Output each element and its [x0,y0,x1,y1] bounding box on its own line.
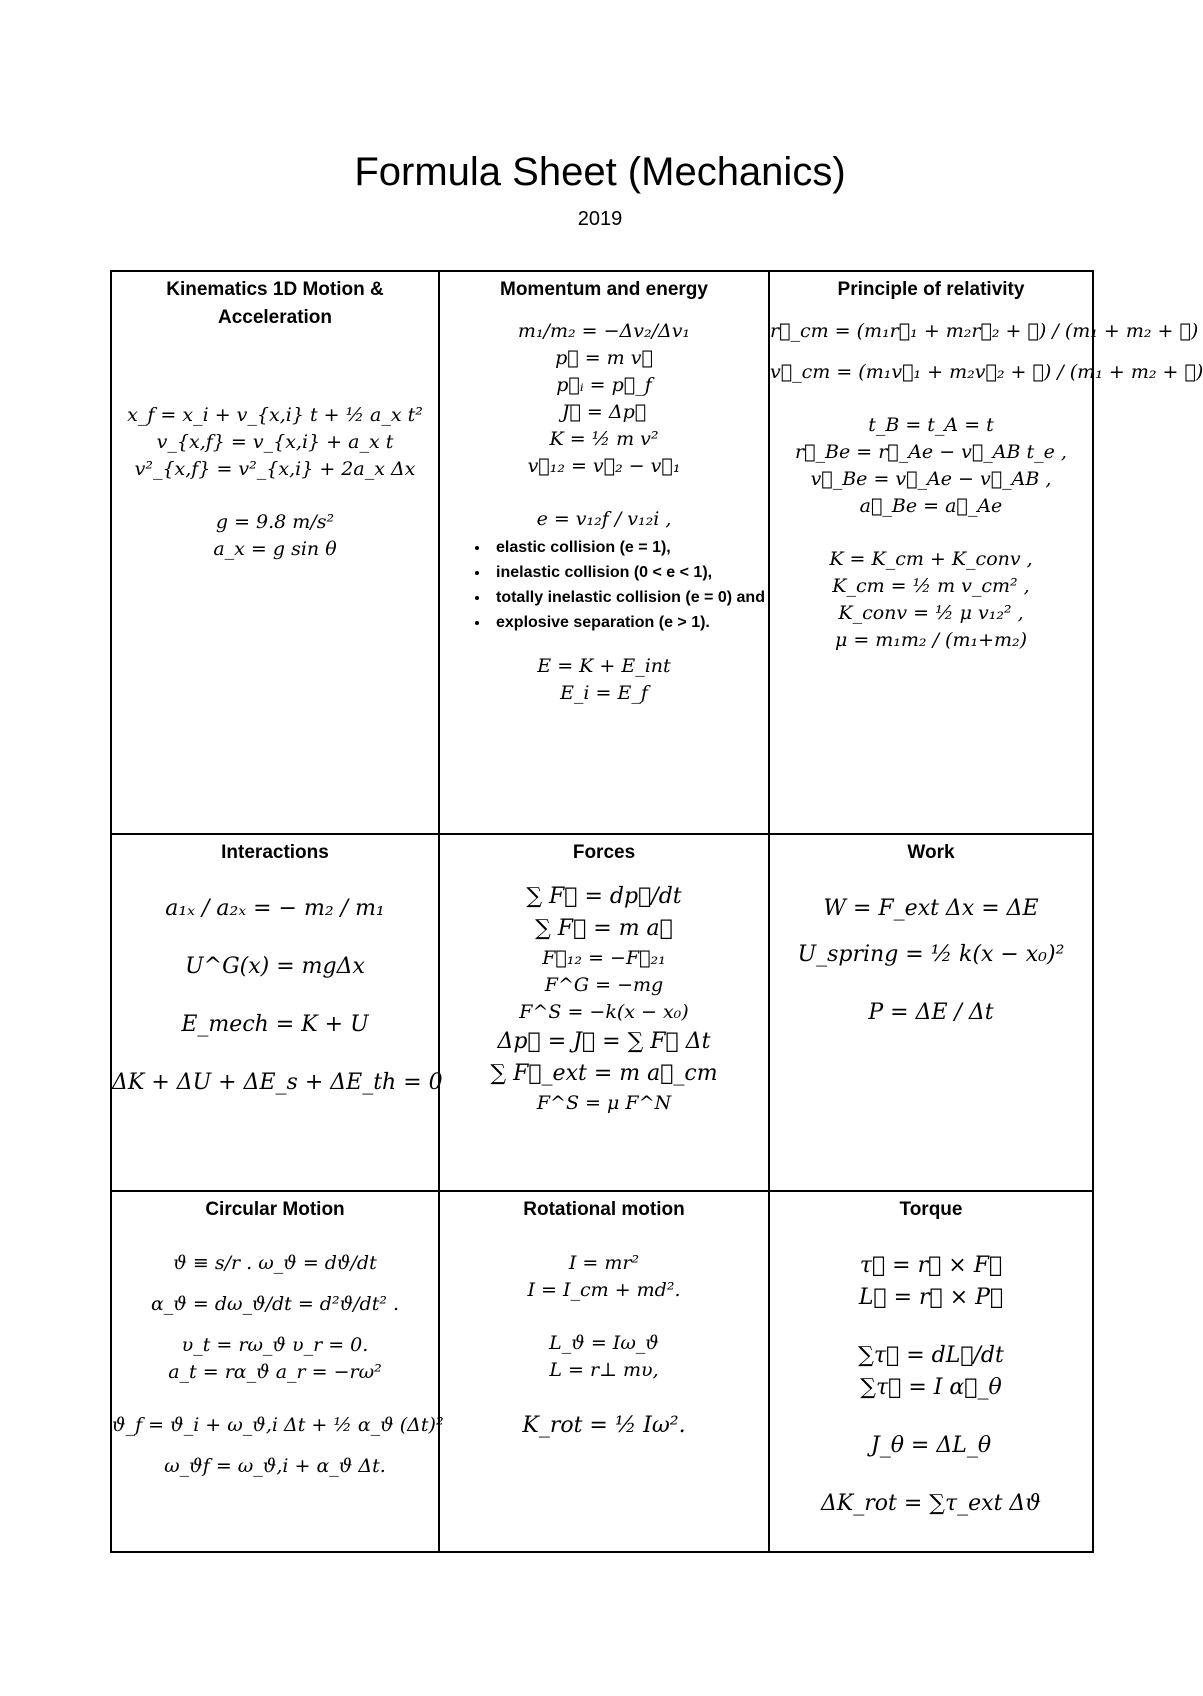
equation: K = K_cm + K_conv , [829,548,1033,570]
equation: r⃗_Be = r⃗_Ae − v⃗_AB t_e , [795,441,1067,463]
equation: I = mr² [568,1252,640,1274]
formula-table [110,270,1203,1553]
equation: a_x = g sin θ [213,538,337,560]
equation: τ⃗ = r⃗ × F⃗ [859,1253,1003,1278]
equation: a⃗_Be = a⃗_Ae [859,495,1003,517]
equation: ∑ F⃗ = dp⃗/dt [526,884,682,909]
cell-heading: Torque [899,1199,963,1220]
equation: L⃗ = r⃗ × P⃗ [858,1285,1004,1310]
equation: a₁ₓ / a₂ₓ = − m₂ / m₁ [165,896,385,921]
equation: v⃗₁₂ = v⃗₂ − v⃗₁ [527,455,681,477]
equation: g = 9.8 m/s² [215,511,335,533]
cell-rotational-motion [440,1192,770,1551]
equation: v⃗_cm = (m₁v⃗₁ + m₂v⃗₂ + ⋯) / (m₁ + m₂ + ⋯) [770,361,1203,383]
equation: e = v₁₂f / v₁₂i , [536,508,672,530]
cell-heading: Kinematics 1D Motion & Acceleration [166,279,384,328]
equation: E_mech = K + U [181,1012,369,1037]
equation: K = ½ m v² [549,428,659,450]
page-year: 2019 [577,208,623,230]
equation: F⃗₁₂ = −F⃗₂₁ [542,947,666,969]
cell-heading: Circular Motion [205,1199,345,1220]
equation: K_conv = ½ μ v₁₂² , [838,602,1024,624]
equation: L_ϑ = Iω_ϑ [549,1332,659,1354]
cell-relativity [770,272,1203,835]
equation: J⃗ = Δp⃗ [561,401,647,423]
equation: υ_t = rω_ϑ υ_r = 0. [181,1334,369,1356]
equation: U^G(x) = mgΔx [185,954,365,979]
equation: ∑τ⃗ = dL⃗/dt [858,1343,1004,1368]
equation: ϑ ≡ s/r . ω_ϑ = dϑ/dt [173,1252,377,1274]
cell-work [770,835,1092,1192]
equation: I = I_cm + md². [527,1279,681,1301]
equation: P = ΔE / Δt [868,1000,994,1025]
cell-torque [770,1192,1092,1551]
equation: E_i = E_f [560,682,648,704]
equation: K_cm = ½ m v_cm² , [832,575,1030,597]
cell-heading: Principle of relativity [837,279,1025,300]
equation: x_f = x_i + v_{x,i} t + ½ a_x t² [127,404,423,426]
equation: α_ϑ = dω_ϑ/dt = d²ϑ/dt² . [150,1293,400,1315]
equation: U_spring = ½ k(x − x₀)² [797,942,1065,967]
cell-heading: Forces [572,842,636,863]
equation: E = K + E_int [537,655,671,677]
collision-type-list [440,535,768,635]
cell-heading: Rotational motion [523,1199,685,1220]
list-item: • elastic collision (e = 1), [490,535,768,560]
equation: r⃗_cm = (m₁r⃗₁ + m₂r⃗₂ + ⋯) / (m₁ + m₂ + ⋯) [770,320,1199,342]
cell-momentum-energy [440,272,770,835]
equation: F^S = μ F^N [536,1092,672,1114]
cell-interactions [112,835,443,1192]
equation: ϑ_f = ϑ_i + ω_ϑ,i Δt + ½ α_ϑ (Δt)² [112,1414,444,1436]
equation: v_{x,f} = v_{x,i} + a_x t [156,431,394,453]
equation: L = r⊥ mυ, [549,1359,659,1381]
equation: F^S = −k(x − x₀) [519,1001,689,1023]
equation: t_B = t_A = t [868,414,994,436]
equation: W = F_ext Δx = ΔE [823,896,1039,921]
equation: a_t = rα_ϑ a_r = −rω² [168,1361,382,1383]
equation: v²_{x,f} = v²_{x,i} + 2a_x Δx [134,458,416,480]
cell-heading: Work [907,842,955,863]
equation: μ = m₁m₂ / (m₁+m₂) [834,629,1028,651]
equation: K_rot = ½ Iω². [522,1413,686,1438]
equation: v⃗_Be = v⃗_Ae − v⃗_AB , [810,468,1052,490]
equation: p⃗ = m v⃗ [555,347,653,369]
list-item: • explosive separation (e > 1). [490,610,768,635]
equation: ΔK + ΔU + ΔE_s + ΔE_th = 0 [112,1070,443,1095]
equation: J_θ = ΔL_θ [870,1433,992,1458]
cell-kinematics [112,272,440,835]
list-item: • totally inelastic collision (e = 0) and [490,585,768,610]
list-item: • inelastic collision (0 < e < 1), [490,560,768,585]
equation: ∑ F⃗ = m a⃗ [535,916,673,941]
cell-heading: Interactions [221,842,329,863]
equation: p⃗ᵢ = p⃗_f [556,374,652,396]
cell-forces [440,835,770,1192]
equation: m₁/m₂ = −Δv₂/Δv₁ [517,320,691,342]
page-title: Formula Sheet (Mechanics) [354,150,846,194]
cell-circular-motion [112,1192,444,1551]
cell-heading: Momentum and energy [500,279,708,300]
equation: Δp⃗ = J⃗ = ∑ F⃗ Δt [497,1029,711,1054]
equation: ∑τ⃗ = I α⃗_θ [860,1375,1002,1400]
equation: ∑ F⃗_ext = m a⃗_cm [490,1061,718,1086]
equation: ΔK_rot = ∑τ_ext Δϑ [820,1491,1042,1516]
equation: ω_ϑf = ω_ϑ,i + α_ϑ Δt. [164,1455,386,1477]
equation: F^G = −mg [544,974,664,996]
